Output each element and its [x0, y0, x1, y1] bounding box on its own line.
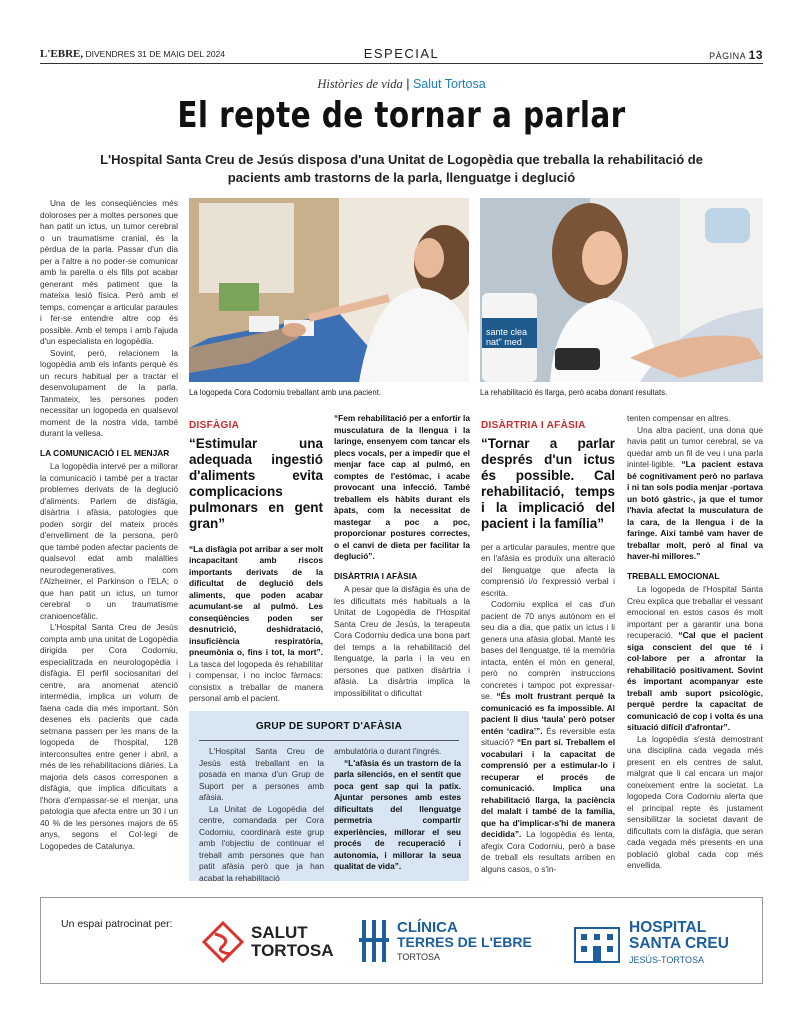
salut-logo-icon	[201, 920, 245, 964]
paragraph: Sovint, però, relacionem la logopèdia amb els infants perquè és un recurs habitual per a tractar el desenvolupament de la parla. Tanmateix, les persones poden necessitar un logopeda en qualsevol moment de la nostra vida, també durant la vellesa.	[40, 347, 178, 438]
column-2	[189, 420, 323, 705]
paragraph: La logopèdia intervé per a millorar la comunicació i també per a tractar problemes derivats de la deglució d'aliments. Parlem de disfàgia, disàrtria i afàsia, patologies que poden sorgir del mateix procés d'envelliment de la persona, però que també poden afectar pacients de qualsevol edat amb malalties neurodegeneratives, com l'Alzheimer, el Parkinson o l'ELA; o que han patit un ictus, un tumor cerebral o un traumatisme cranioencefàlic.	[40, 461, 178, 621]
photo-caption: La logopeda Cora Codorniu treballant amb una pacient.	[189, 388, 382, 397]
logo-text: SALUT	[251, 923, 308, 942]
page-header	[40, 46, 763, 64]
paper-name: L'EBRE,	[40, 48, 84, 60]
column-3	[334, 413, 470, 699]
quote-bold: “És molt frustrant perquè la comunicació es fa impossible. Al pacient li dius ‘taula’ però potser entén ‘cadira’”.	[481, 691, 616, 736]
hospital-logo-icon	[573, 920, 621, 964]
page-label: PÀGINA	[709, 51, 746, 61]
sponsor-label: Un espai patrocinat per:	[61, 918, 173, 930]
photo-logopeda	[189, 198, 469, 382]
logo-text: SANTA CREU	[629, 935, 729, 952]
logo-text: HOSPITAL	[629, 919, 707, 936]
logo-text: TORTOSA	[397, 952, 441, 962]
column-5	[627, 413, 763, 872]
subheadline: L'Hospital Santa Creu de Jesús disposa d'una Unitat de Logopèdia que treballa la rehabilitació de pacients amb trastorns de la parla, llenguatge i deglució	[100, 152, 703, 185]
photo-rehabilitacio	[480, 198, 763, 382]
box-title: GRUP DE SUPORT D'AFÀSIA	[255, 721, 403, 732]
paragraph: La logopèdia s'està demostrant una disciplina cada vegada més present en els centres de salut, malgrat que li cal encara un major coneixement entre la societat. La logopeda Cora Codorniu alerta que el principal repte és justament sensibilitzar la societat davant de dificultats com la disfàgia, que seran cada vegada més presents en una població global cada cop més envellida.	[627, 733, 763, 870]
pull-quote: “Estimular una adequada ingestió d'aliments evita complicacions pulmonars en gent gran”	[189, 435, 323, 531]
text: Una altra pacient, una dona que havia patit un tumor cerebral, se va quedar amb un fil de veu i una parla inintel·ligible.	[627, 424, 763, 469]
text: Codorniu explica el cas d'un pacient de 70 anys autònom en el seu dia a dia, que patix un ictus i li genera una afàsia global. Manté les bases del llenguatge, té la memòria intacta, entén el món en general, però no comprèn instruccions concretes i tampoc pot expressar-se.	[481, 599, 615, 701]
paragraph	[189, 544, 323, 705]
support-group-box	[189, 711, 469, 881]
headline: El repte de tornar a parlar	[177, 95, 626, 136]
section-name: ESPECIAL	[363, 46, 440, 61]
paragraph: ambulatòria o durant l'ingrés.	[334, 746, 442, 756]
paragraph: per a articular paraules, mentre que en l'afàsia es produïx una alteració del llenguatge que afecta la comprensió i/o l'expressió verbal i escrita.	[481, 541, 615, 598]
section-label-disartria: DISÀRTRIA I AFÀSIA	[481, 420, 586, 431]
paragraph: Una de les conseqüències més doloroses per a moltes persones que han patit un ictus, un tumor cerebral o un traumatisme cranial, és la pèrdua de la parla. Passar d'un dia per a l'altre a no poder-se comunicar amb la parella o els fills pot acabar generant més patiment que la mateixa lesió física. Però amb el temps, començar a articular paraules i fer-se entendre altre cop és possible. Amb el temps i amb l'ajuda d'un especialista en logopèdia.	[40, 198, 178, 346]
paragraph	[627, 584, 763, 734]
text: La tasca del logopeda és rehabilitar i compensar, i no incloc fàrmacs: consistix a treballar de manera personal amb el pacient.	[189, 658, 323, 703]
paragraph: L'Hospital Santa Creu de Jesús està treballant en la posada en marxa d'un Grup de Suport per a persones amb afàsia.	[199, 746, 324, 802]
paragraph	[481, 599, 615, 875]
quote-bold: “En part sí. Treballem el vocabulari i la capacitat de comprensió per a estimular-lo i recuperar el procés de comunicació. Implica una rehabilitació llarga, la paciència del malalt i també de la família, que ha d'implicar-s'hi de manera decidida”.	[481, 737, 616, 839]
pull-quote: “Tornar a parlar després d'un ictus és possible. Cal rehabilitació, temps i la implicació del pacient i la família”	[481, 435, 615, 531]
kicker-separator: |	[406, 77, 410, 91]
section-label-disfagia: DISFÀGIA	[189, 420, 240, 431]
quote-bold: “La disfàgia pot arribar a ser molt incapacitant amb riscos importants derivats de la dificultat de deglució dels aliments, que poden acabar acumulant-se al pulmó. Les conseqüències poden ser desnutrició, deshidratació, insuficiència respiratòria, pneumònia o, fins i tot, la mort”.	[189, 543, 323, 657]
paragraph: L'Hospital Santa Creu de Jesús compta amb una unitat de Logopèdia dirigida per Cora Codorniu, especialitzada en neurologopèdia i disfàgia. El perfil sociosanitari del centre, ara anomenat atenció intermèdia, implica un volum de faena cada dia més important. Són desenes els pacients que cada setmana passen per les mans de la logopeda de l'hospital, 128 interconsultes entre gener i abril, a més de les rehabilitacions diàries. La majoria dels casos corresponen a disfàgia, que implica dificultats a l'hora d'empassar-se el menjar, una patologia que afecta entre un 30 i un 40 % de les persones majors de 65 anys, segons el Col·legi de Logopedes de Catalunya.	[40, 622, 178, 851]
paragraph: La Unitat de Logopèdia del centre, comandada per Cora Codorniu, coordinarà este grup amb l'objectiu de continuar el treball amb persones que han patit afàsia però que ja han acabat la rehabilitació	[199, 803, 324, 883]
section-heading: DISÀRTRIA I AFÀSIA	[334, 570, 418, 581]
kicker	[0, 77, 803, 92]
page-number: 13	[748, 48, 763, 62]
text: La logopeda de l'Hospital Santa Creu explica que treballar el vessant emocional en estos casos és molt important per a garantir una bona recuperació.	[627, 584, 763, 640]
section-heading: LA COMUNICACIÓ I EL MENJAR	[40, 447, 170, 458]
bottle-label: sante clea	[486, 327, 528, 337]
logo-text: JESÚS-TORTOSA	[629, 955, 705, 965]
kicker-brand: Salut Tortosa	[412, 77, 486, 91]
logo-text: CLÍNICA	[397, 919, 458, 936]
page-number-block	[709, 48, 763, 62]
box-column-2	[334, 746, 461, 873]
kicker-series: Històries de vida	[317, 77, 403, 91]
text: És reversible esta situació?	[481, 725, 616, 747]
paragraph: A pesar que la disfàgia és una de les dificultats més habituals a la Unitat de Logopèdia de l'Hospital Santa Creu de Jesús, la terapeuta Cora Codorniu dedica una bona part del temps a la rehabilitació del llenguatge, la parla i la veu en persones que patixen disàrtria i afàsia. La disàrtria implica la impossibilitat o dificultat	[334, 584, 470, 698]
logo-text: TORTOSA	[251, 941, 334, 960]
box-column-1	[199, 746, 324, 884]
clinica-logo-icon	[359, 918, 389, 964]
photo-rehabilitacio-image	[480, 198, 763, 382]
box-divider	[199, 740, 459, 741]
photo-logopeda-image	[189, 198, 469, 382]
column-1	[40, 198, 178, 852]
quote-bold: “Fem rehabilitació per a enfortir la musculatura de la llengua i la laringe, ensenyem com tancar els plecs vocals, per a impedir que el menjar face cap al pulmó, en comptes de l'estómac, i acabe provocant una infecció. També treballem els hàbits durant els àpats, com la necessitat de mastegar a poc a poc, proporcionar postures correctes, o el canvi de dieta per facilitar la deglució”.	[334, 413, 470, 561]
column-4	[481, 420, 615, 875]
quote-bold: “La pacient estava bé cognitivament però no parlava i ni tan sols podia menjar -portava un botó gàstric-, ja que el tumor l'havia afectat la musculatura de la cara, de la llengua i de la faringe. Així també vam haver de treballar molt, però al final va haver-hi millores.”	[627, 459, 763, 561]
logo-hospital-santa-creu	[573, 918, 763, 968]
paragraph	[627, 425, 763, 563]
paragraph: tenten compensar en altres.	[627, 413, 731, 423]
logo-text: TERRES DE L'EBRE	[397, 934, 532, 950]
sponsor-footer	[40, 897, 763, 984]
text: La logopèdia és lenta, afegix Cora Codorniu, però a base de treball els resultats arriben en alguns casos, o s'in-	[481, 829, 615, 874]
quote-bold: “L'afàsia és un trastorn de la parla silenciós, en el sentit que poca gent sap qui la patix. Ajuntar persones amb estes dificultats del llenguatge permetria compartir experiències, millorar el seu procés de recuperació i autonomia, i millorar la seua qualitat de vida”.	[334, 757, 461, 871]
photo-caption: La rehabilitació és llarga, però acaba donant resultats.	[480, 388, 668, 397]
issue-date: DIVENDRES 31 DE MAIG DEL 2024	[85, 49, 225, 59]
quote-bold: “Cal que el pacient siga conscient del que té i col·labore per a afrontar la rehabilitació positivament. Sovint és important acompanyar este treball amb suport psicològic, perquè perdre la capacitat de comunicació de cop i volta és una situació difícil d'afrontar”.	[627, 630, 764, 732]
logo-clinica-terres-ebre	[359, 918, 549, 968]
section-heading: TREBALL EMOCIONAL	[627, 570, 720, 581]
bottle-label: nat" med	[486, 337, 522, 347]
logo-salut-tortosa	[201, 920, 341, 964]
